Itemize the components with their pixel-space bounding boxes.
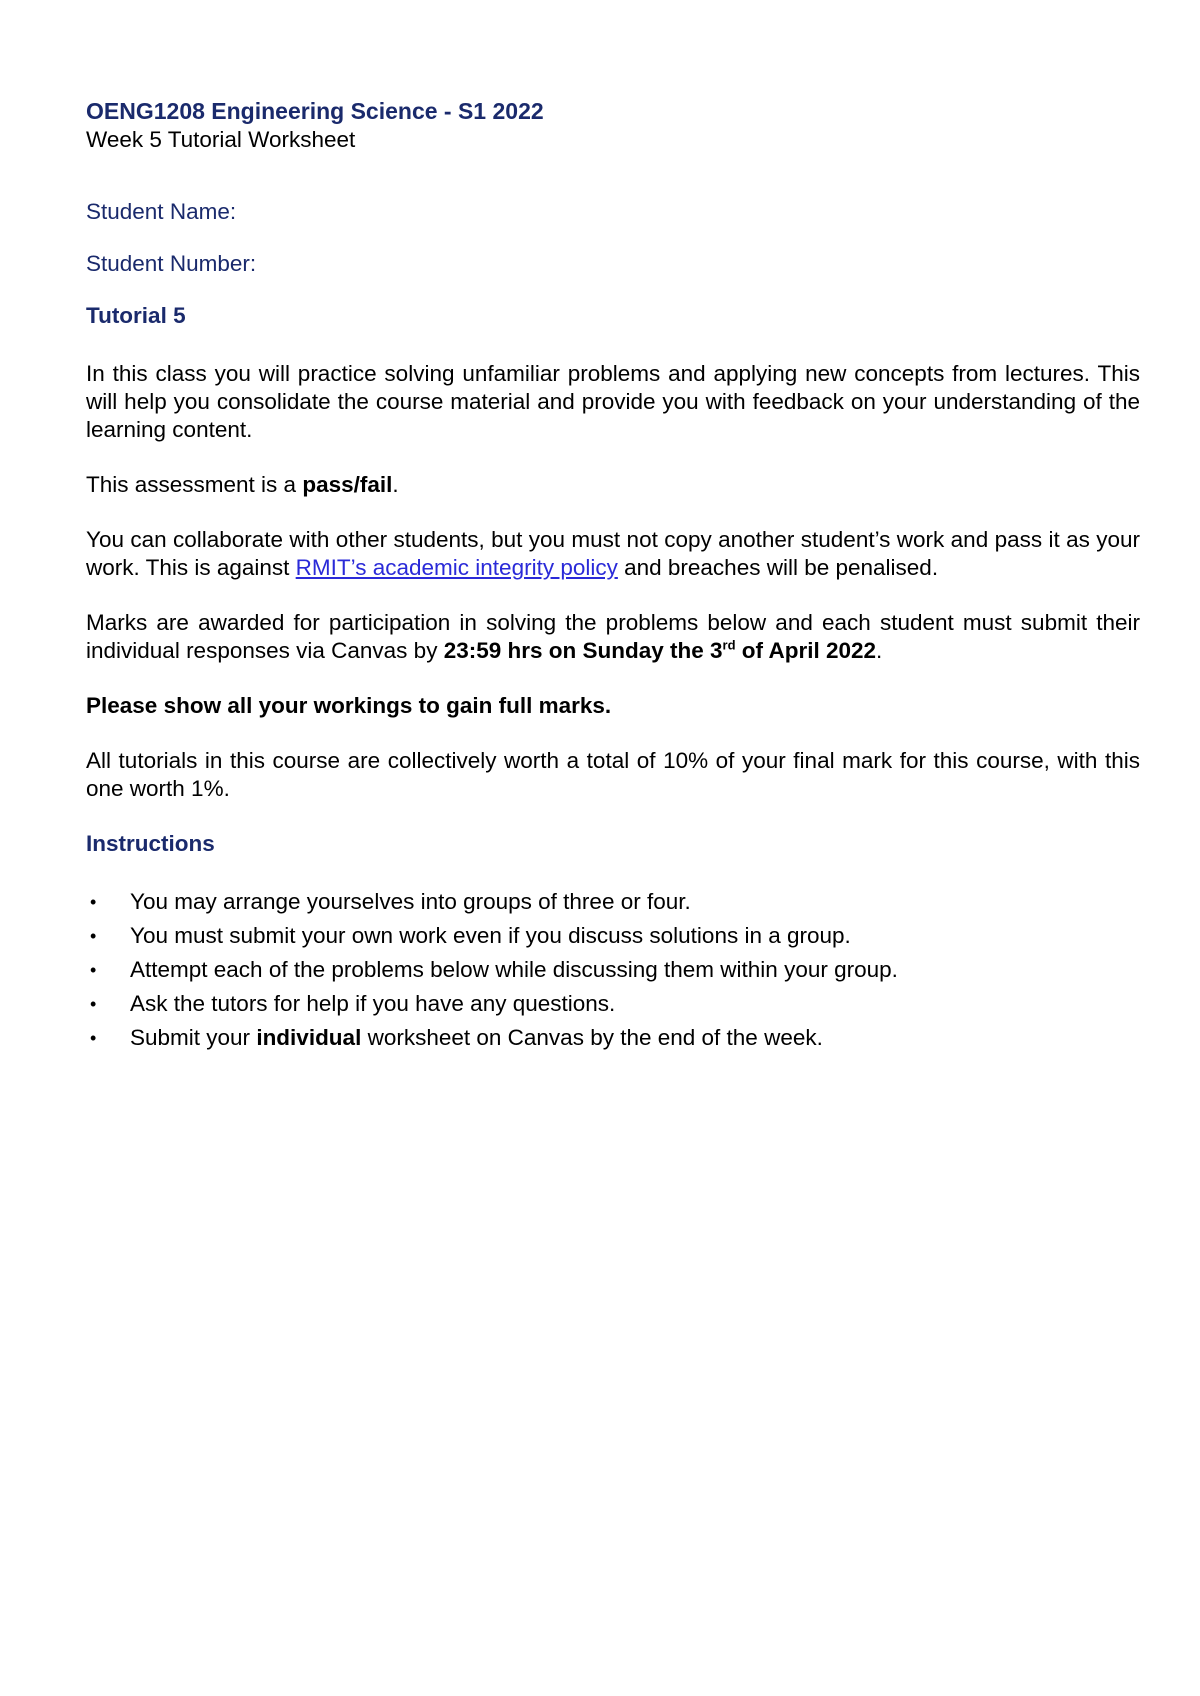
bullet-icon: • xyxy=(90,926,97,946)
marks-prefix: Marks are awarded for participation in solving the problems below and each student must submit their individual responses via Canvas by xyxy=(86,610,1140,663)
instruction-text-suffix: worksheet on Canvas by the end of the week. xyxy=(361,1025,823,1050)
course-title: OENG1208 Engineering Science - S1 2022 xyxy=(86,98,544,124)
instruction-item xyxy=(86,956,1140,984)
bullet-icon: • xyxy=(90,960,97,980)
academic-integrity-policy-link[interactable]: RMIT’s academic integrity policy xyxy=(295,555,618,580)
intro-paragraph: In this class you will practice solving unfamiliar problems and applying new concepts from lectures. This will help you consolidate the course material and provide you with feedback on your understanding of the learning content. xyxy=(86,361,1140,442)
deadline-text xyxy=(444,638,876,663)
instruction-item xyxy=(86,1024,1140,1052)
collaboration-paragraph xyxy=(86,526,1140,582)
marks-paragraph xyxy=(86,609,1140,665)
weighting-paragraph: All tutorials in this course are collectively worth a total of 10% of your final mark for this course, with this one worth 1%. xyxy=(86,748,1140,801)
instruction-item xyxy=(86,990,1140,1018)
student-name-label: Student Name: xyxy=(86,199,237,224)
worksheet-subtitle: Week 5 Tutorial Worksheet xyxy=(86,127,356,152)
worksheet-page xyxy=(86,96,1140,1058)
collaboration-suffix: and breaches will be penalised. xyxy=(617,555,939,580)
bullet-icon: • xyxy=(90,1028,97,1048)
instructions-list xyxy=(86,888,1140,1052)
instruction-item xyxy=(86,922,1140,950)
bullet-icon: • xyxy=(90,994,97,1014)
student-number-label: Student Number: xyxy=(86,251,257,276)
assessment-prefix: This assessment is a xyxy=(86,472,303,497)
assessment-pass-fail: pass/fail xyxy=(302,472,393,497)
instruction-item xyxy=(86,888,1140,916)
instruction-text-individual: individual xyxy=(256,1025,362,1050)
assessment-paragraph xyxy=(86,471,1140,499)
bullet-icon: • xyxy=(90,892,97,912)
instruction-text: You may arrange yourselves into groups of three or four. xyxy=(130,889,691,914)
collaboration-prefix: You can collaborate with other students, but you must not copy another student’s work and pass it as your work. This is against xyxy=(86,527,1140,580)
deadline-month: of April 2022 xyxy=(735,638,877,663)
instruction-text: Attempt each of the problems below while discussing them within your group. xyxy=(130,957,898,982)
instruction-text-prefix: Submit your xyxy=(130,1025,257,1050)
instruction-text: Ask the tutors for help if you have any questions. xyxy=(130,991,616,1016)
instruction-text: You must submit your own work even if you discuss solutions in a group. xyxy=(130,923,851,948)
assessment-suffix: . xyxy=(392,472,399,497)
tutorial-heading: Tutorial 5 xyxy=(86,303,186,328)
workings-note-text: Please show all your workings to gain full marks. xyxy=(86,693,612,718)
instructions-heading: Instructions xyxy=(86,831,215,856)
deadline-ordinal: rd xyxy=(722,637,736,653)
workings-note xyxy=(86,692,1140,720)
deadline-date: 23:59 hrs on Sunday the 3 xyxy=(443,638,723,663)
marks-suffix: . xyxy=(876,638,883,663)
